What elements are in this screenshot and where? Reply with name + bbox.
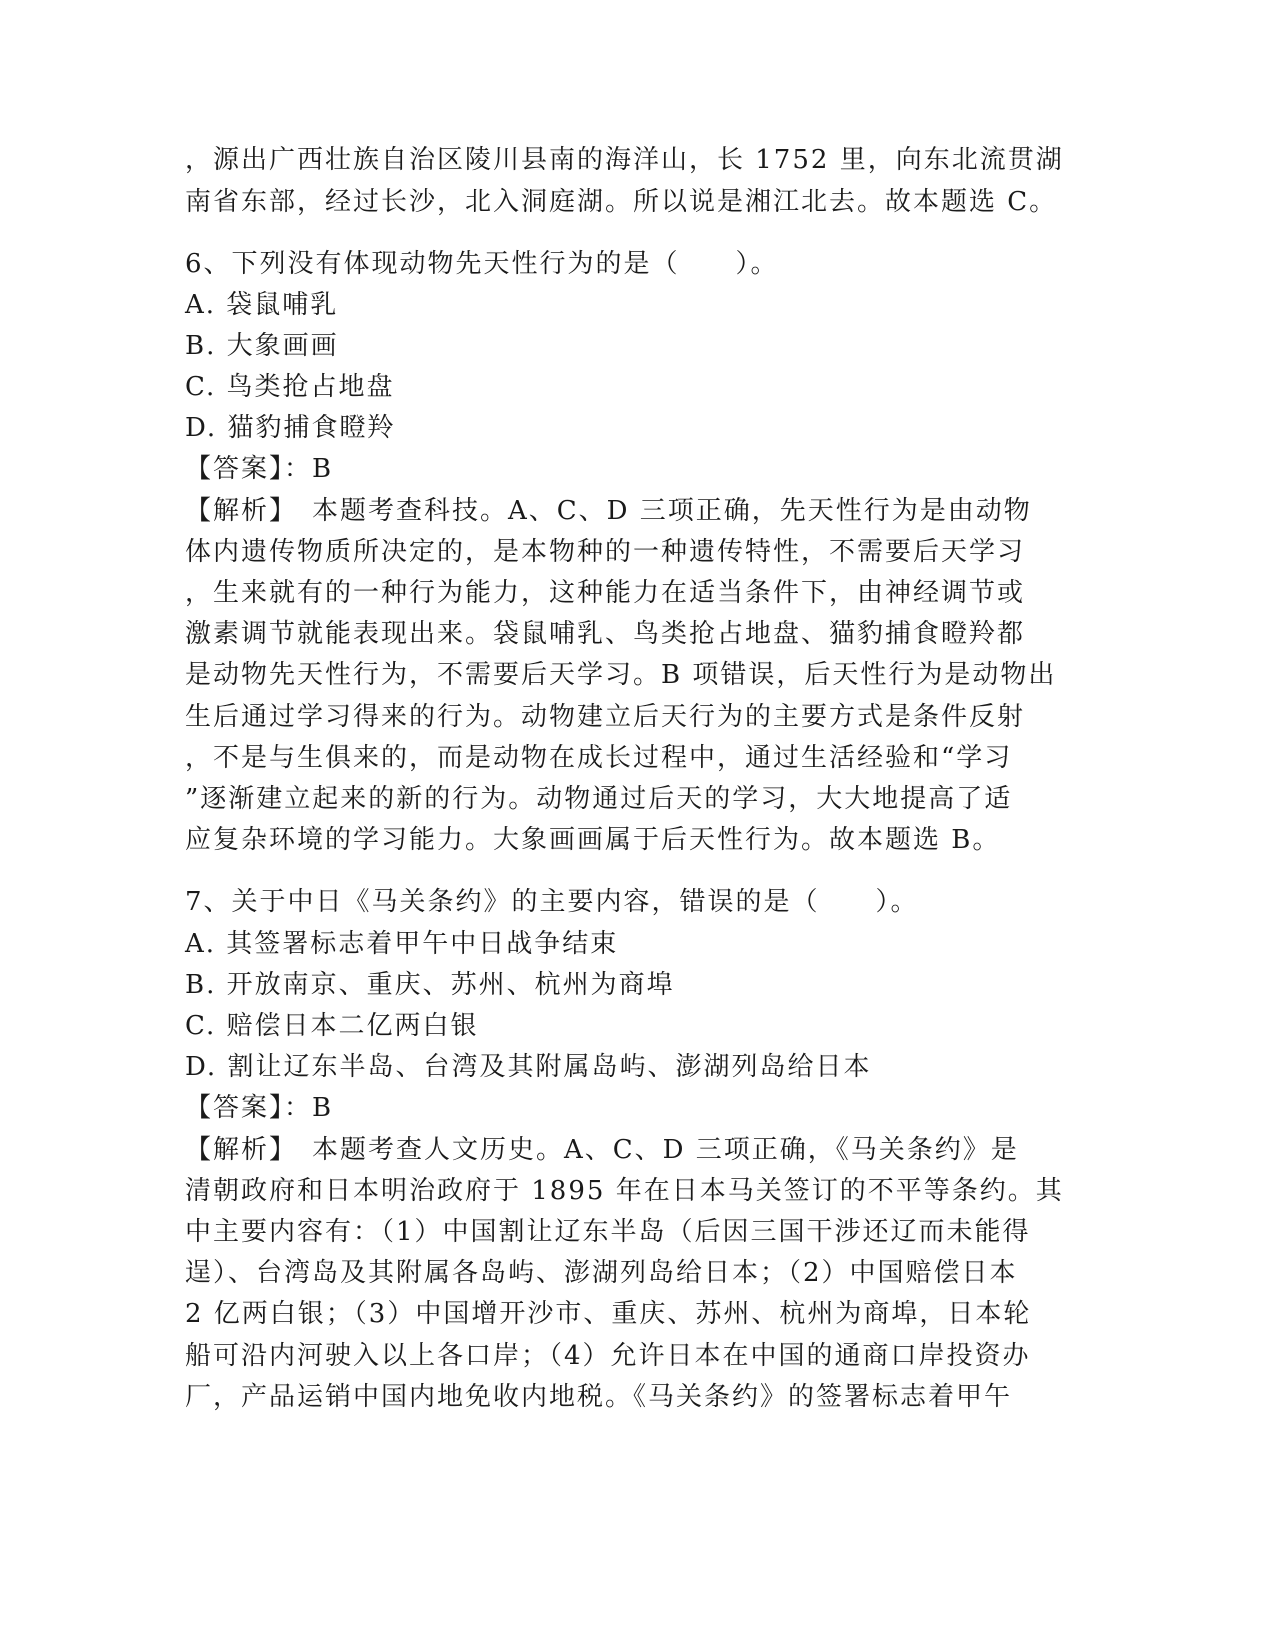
question-6-analysis-line: ，生来就有的一种行为能力，这种能力在适当条件下，由神经调节或 [185, 578, 1026, 608]
question-6-analysis-line: 生后通过学习得来的行为。动物建立后天行为的主要方式是条件反射 [185, 702, 1026, 732]
question-7-option-d: D. 割让辽东半岛、台湾及其附属岛屿、澎湖列岛给日本 [185, 1052, 872, 1082]
question-7-answer: 【答案】：B [185, 1093, 334, 1123]
question-7-analysis-line: 船可沿内河驶入以上各口岸；（4）允许日本在中国的通商口岸投资办 [185, 1341, 1031, 1371]
question-6-option-c: C. 鸟类抢占地盘 [185, 372, 395, 402]
question-6-analysis-line: 体内遗传物质所决定的，是本物种的一种遗传特性，不需要后天学习 [185, 537, 1026, 567]
intro-line: 南省东部，经过长沙，北入洞庭湖。所以说是湘江北去。故本题选 C。 [185, 187, 1058, 217]
question-7-option-c: C. 赔偿日本二亿两白银 [185, 1011, 479, 1041]
question-7-analysis-line: 2 亿两白银；（3）中国增开沙市、重庆、苏州、杭州为商埠，日本轮 [185, 1299, 1032, 1329]
question-6-stem: 6、下列没有体现动物先天性行为的是（ ）。 [185, 249, 779, 279]
question-6-option-b: B. 大象画画 [185, 331, 339, 361]
question-7-analysis-line: 清朝政府和日本明治政府于 1895 年在日本马关签订的不平等条约。其 [185, 1176, 1064, 1206]
question-7-option-b: B. 开放南京、重庆、苏州、杭州为商埠 [185, 970, 675, 1000]
question-6-analysis-line: 【解析】 本题考查科技。A、C、D 三项正确，先天性行为是由动物 [185, 496, 1032, 526]
question-7-analysis-line: 中主要内容有：（1）中国割让辽东半岛（后因三国干涉还辽而未能得 [185, 1217, 1031, 1247]
question-6-option-a: A. 袋鼠哺乳 [185, 290, 339, 320]
question-7-analysis-line: 【解析】 本题考查人文历史。A、C、D 三项正确，《马关条约》是 [185, 1135, 1019, 1165]
question-7-analysis-line: 逞）、台湾岛及其附属各岛屿、澎湖列岛给日本；（2）中国赔偿日本 [185, 1258, 1018, 1288]
question-7-stem: 7、关于中日《马关条约》的主要内容，错误的是（ ）。 [185, 887, 919, 917]
question-6-analysis-line: 激素调节就能表现出来。袋鼠哺乳、鸟类抢占地盘、猫豹捕食瞪羚都 [185, 619, 1026, 649]
question-6-analysis-line: 应复杂环境的学习能力。大象画画属于后天性行为。故本题选 B。 [185, 825, 1001, 855]
question-6-analysis-line: ”逐渐建立起来的新的行为。动物通过后天的学习，大大地提高了适 [185, 784, 1013, 814]
question-7-analysis-line: 厂，产品运销中国内地免收内地税。《马关条约》的签署标志着甲午 [185, 1382, 1013, 1412]
question-6-answer: 【答案】：B [185, 454, 334, 484]
question-6-analysis-line: ，不是与生俱来的，而是动物在成长过程中，通过生活经验和“学习 [185, 743, 1013, 773]
intro-line: ，源出广西壮族自治区陵川县南的海洋山，长 1752 里，向东北流贯湖 [185, 145, 1064, 175]
question-6-option-d: D. 猫豹捕食瞪羚 [185, 413, 396, 443]
question-6-analysis-line: 是动物先天性行为，不需要后天学习。B 项错误，后天性行为是动物出 [185, 660, 1057, 690]
question-7-option-a: A. 其签署标志着甲午中日战争结束 [185, 929, 619, 959]
